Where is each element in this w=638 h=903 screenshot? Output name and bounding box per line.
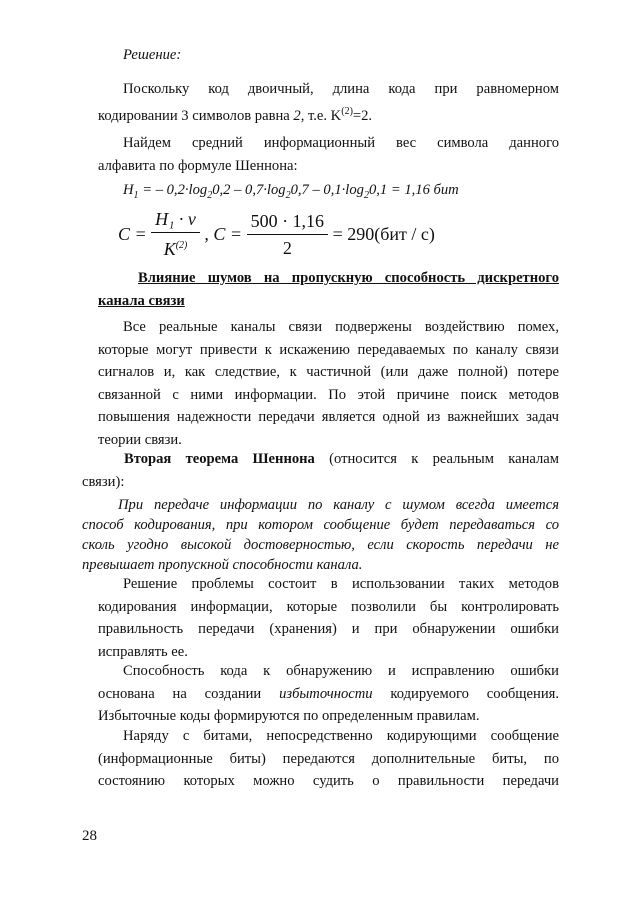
section-heading: Влияние шумов на пропускную способность дискретного канала связи [98,270,559,309]
solution-label: Решение: [123,47,182,63]
paragraph-shannon-intro: Найдем средний информационный вес символа данного алфавита по формуле Шеннона: [98,135,559,174]
paragraph-code-length: Поскольку код двоичный, длина кода при равномерном кодировании 3 символов равна 2, т.е. $K^{(2)}=2$. [98,78,559,127]
fraction-h-over-k: $\frac{\text{H₁ · ν}}{K^{(2)}}$ [151,208,200,260]
paragraph-redundancy: Способность кода к обнаружению и исправлению ошибки основана на создании избыточности кодируемого сообщения. Избыточные коды формируются по определенным правилам. [98,663,559,725]
paragraph-line: кодировании 3 символов равна 2, т.е. $K^{(2)}=2$. [98,105,373,124]
paragraph-solution: Решение проблемы состоит в использовании таких методов кодирования информации, которые позволили бы контролировать правильность передачи (хранения) и при обнаружении ошибки исправлять ее. [98,576,559,660]
fraction-rate: $\frac{500 \cdot 1,16}{2}$ [247,210,329,259]
page-number: 28 [82,828,97,844]
paragraph-noise: Все реальные каналы связи подвержены воздействию помех, которые могут привести к искажению передаваемых по каналу связи сигналов и, как следствие, к частичной (или даже полной) потере связанной с ними информации. По этой причине поиск методов повышения надежности передачи является одной из важнейших задач теории связи. [98,319,559,448]
theorem-statement: При передаче информации по каналу с шумом всегда имеется способ кодирования, при котором сообщение будет передаваться со сколь угодно высокой достоверностью, если скорость передачи не превышает пропускной способности канала. [82,497,559,573]
capacity-formula: C = $\frac{\text{H₁ · ν}}{K^{(2)}}$ , C = $\frac{500 \cdot 1,16}{2}$ = 290(бит / с) [118,209,435,259]
paragraph-extra-bits: Наряду с битами, непосредственно кодирующими сообщение (информационные биты) передаются дополнительные биты, по состоянию которых можно судить о правильности передачи [98,728,559,790]
entropy-formula: $H_1$ = – $0,2\cdot\log_20,2 - 0,7\cdot\log_20,7 - 0,1\cdot\log_20,1 = 1,16$ бит [123,182,459,201]
theorem-heading: Вторая теорема Шеннона (относится к реальным каналам связи): [82,451,559,490]
